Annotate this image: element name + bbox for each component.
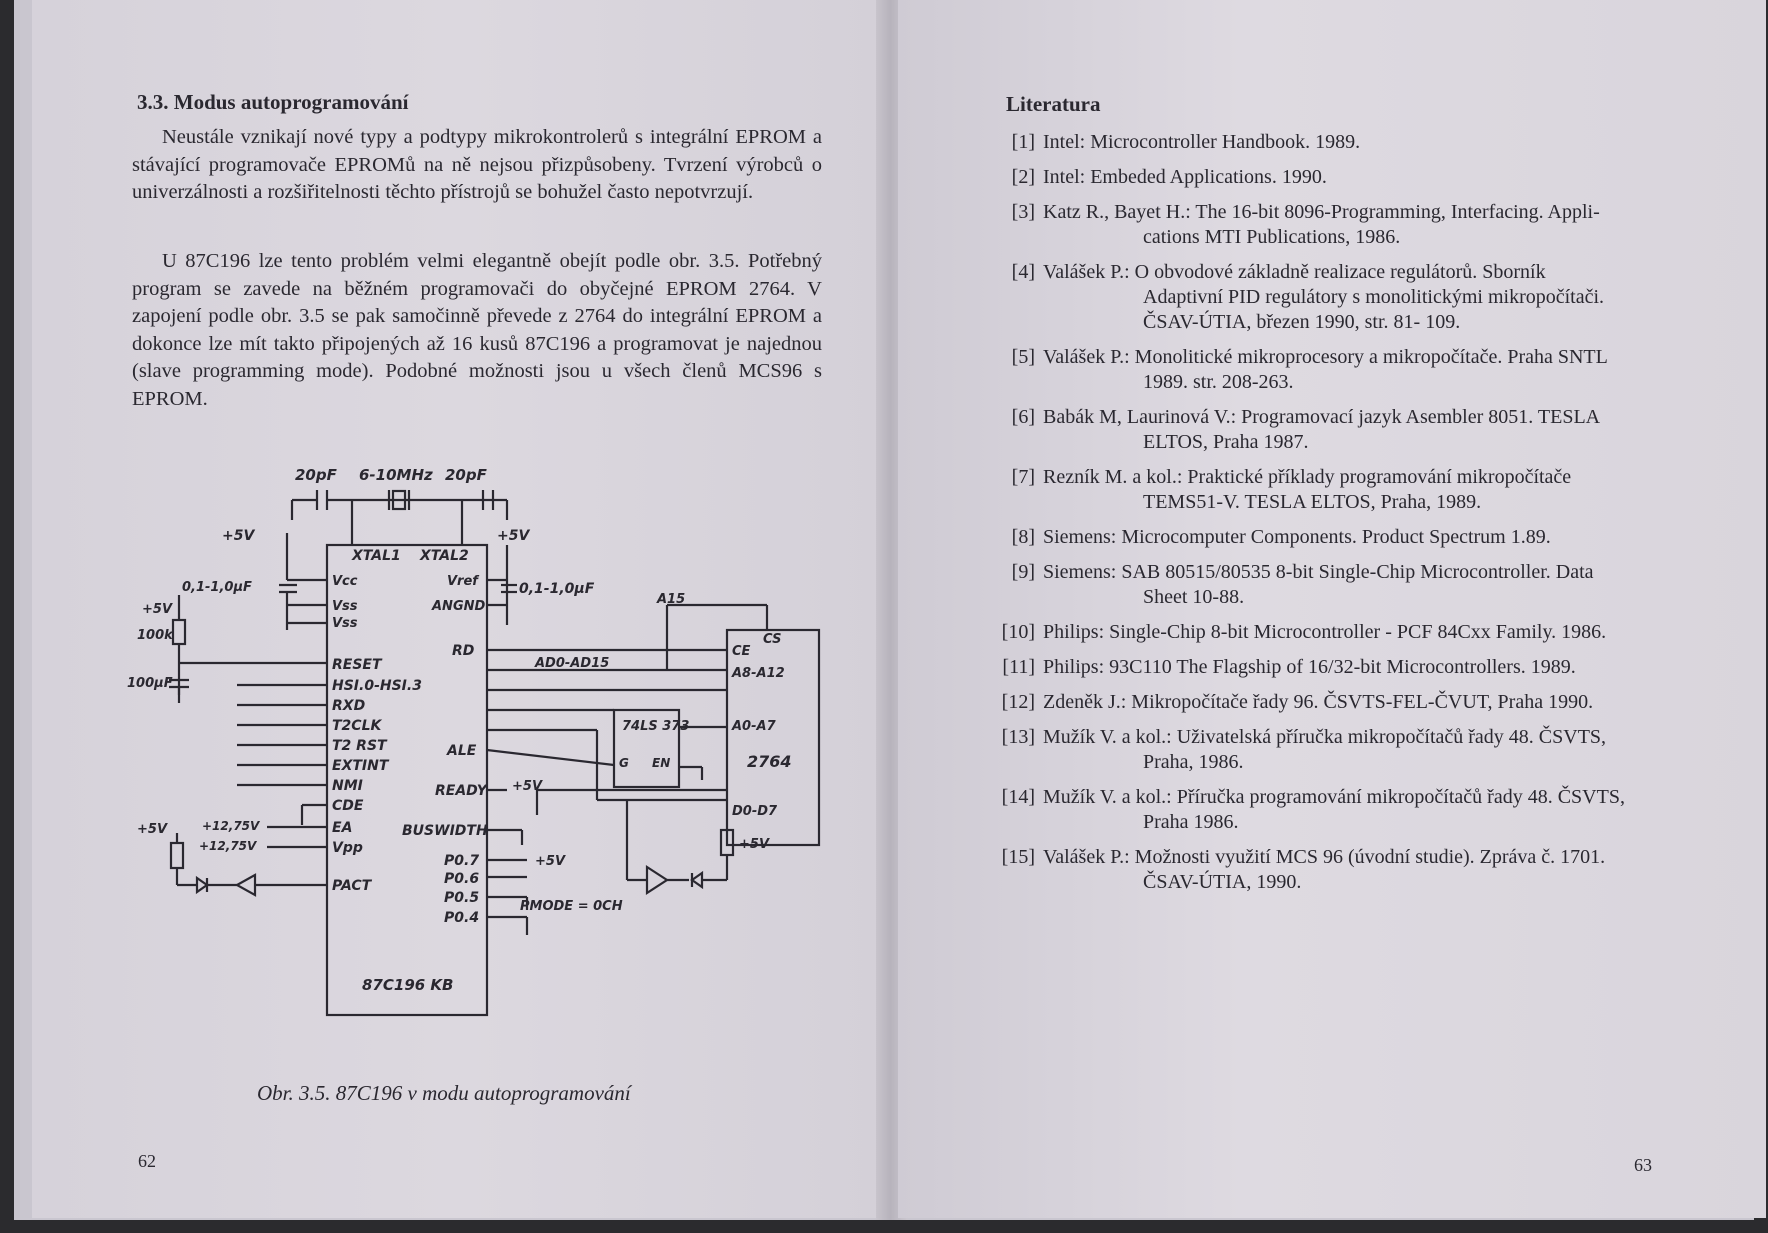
reference-item xyxy=(990,200,1662,250)
reference-item xyxy=(990,690,1662,715)
reference-item xyxy=(990,560,1662,610)
pin-vcc: Vcc xyxy=(332,574,358,589)
section-title: 3.3. Modus autoprogramování xyxy=(137,90,409,114)
reference-item xyxy=(990,725,1662,775)
reference-text: Siemens: SAB 80515/80535 8-bit Single-Chip Microcontroller. Data Sheet 10-88. xyxy=(1043,561,1594,608)
reference-text: Zdeněk J.: Mikropočítače řady 96. ČSVTS-FEL-ČVUT, Praha 1990. xyxy=(1043,691,1594,713)
pin-cde: CDE xyxy=(332,798,364,814)
cap-label-2: 20pF xyxy=(445,466,487,484)
reference-number: [15] xyxy=(1001,846,1035,868)
pin-p04: P0.4 xyxy=(444,910,480,926)
pin-rd: RD xyxy=(452,643,475,659)
pin-hsi: HSI.0-HSI.3 xyxy=(332,678,422,694)
reference-item xyxy=(990,405,1662,455)
circuit-schematic xyxy=(127,455,847,1025)
supply-label-3: +5V xyxy=(142,602,172,617)
reference-item xyxy=(990,525,1662,550)
reference-text: Philips: 93C110 The Flagship of 16/32-bit Microcontrollers. 1989. xyxy=(1043,656,1576,678)
reference-number: [10] xyxy=(1001,621,1035,643)
reference-text: Valášek P.: Monolitické mikroprocesory a mikropočítače. Praha SNTL 1989. str. 208-263. xyxy=(1043,346,1608,393)
pin-vss-1: Vss xyxy=(332,599,358,614)
reference-text: Mužík V. a kol.: Příručka programování mikropočítačů řady 48. ČSVTS, Praha 1986. xyxy=(1043,786,1625,833)
eprom-pin-a8: A8-A12 xyxy=(732,666,785,681)
resistor-label: 100k xyxy=(137,628,173,643)
cap-label-100: 100µF xyxy=(127,676,173,691)
eprom-pin-d0: D0-D7 xyxy=(732,804,778,819)
eprom-name: 2764 xyxy=(747,752,792,771)
pin-extint: EXTINT xyxy=(332,758,389,774)
reference-text: Siemens: Microcomputer Components. Product Spectrum 1.89. xyxy=(1043,526,1551,548)
reference-number: [2] xyxy=(1011,166,1035,188)
supply-label-5: +5V xyxy=(512,779,542,794)
pin-vss-2: Vss xyxy=(332,616,358,631)
reference-text: Valášek P.: O obvodové základně realizace regulátorů. Sborník Adaptivní PID regulátory s monolitickými mikropočítači. ČSAV-ÚTIA, březen 1990, str. 81- 109. xyxy=(1043,261,1605,333)
page-number-left: 62 xyxy=(138,1151,156,1171)
reference-item xyxy=(990,130,1662,155)
schematic-svg xyxy=(127,455,847,1025)
reference-item xyxy=(990,260,1662,335)
reference-text: Babák M, Laurinová V.: Programovací jazyk Asembler 8051. TESLA ELTOS, Praha 1987. xyxy=(1043,406,1601,453)
reference-number: [4] xyxy=(1011,261,1035,283)
right-page xyxy=(898,0,1766,1218)
reference-number: [13] xyxy=(1001,726,1035,748)
pin-nmi: NMI xyxy=(332,778,363,794)
pin-buswidth: BUSWIDTH xyxy=(402,823,488,839)
references-list xyxy=(990,130,1662,905)
reference-number: [3] xyxy=(1011,201,1035,223)
pin-vref: Vref xyxy=(447,574,478,589)
reference-text: Intel: Embeded Applications. 1990. xyxy=(1043,166,1327,188)
open-book xyxy=(14,0,1754,1220)
reference-text: Katz R., Bayet H.: The 16-bit 8096-Programming, Interfacing. Appli- cations MTI Publications, 1986. xyxy=(1043,201,1600,248)
reference-item xyxy=(990,465,1662,515)
pmode-label: PMODE = 0CH xyxy=(520,899,623,914)
reference-text: Mužík V. a kol.: Uživatelská příručka mikropočítačů řady 48. ČSVTS, Praha, 1986. xyxy=(1043,726,1607,773)
reference-number: [8] xyxy=(1011,526,1035,548)
supply-label-2: +5V xyxy=(497,528,530,544)
reference-item xyxy=(990,845,1662,895)
reference-text: Intel: Microcontroller Handbook. 1989. xyxy=(1043,131,1361,153)
cap-label-1: 20pF xyxy=(295,466,337,484)
latch-name: 74LS 373 xyxy=(622,719,690,734)
reference-text: Philips: Single-Chip 8-bit Microcontroller - PCF 84Cxx Family. 1986. xyxy=(1043,621,1607,643)
pin-ready: READY xyxy=(435,783,487,799)
crystal-label: 6-10MHz xyxy=(359,466,433,484)
pin-t2rst: T2 RST xyxy=(332,738,387,754)
supply-label-4: +5V xyxy=(137,822,167,837)
reference-item xyxy=(990,165,1662,190)
reference-number: [11] xyxy=(1002,656,1035,678)
vpp-label-1: +12,75V xyxy=(202,819,260,833)
pin-xtal1: XTAL1 xyxy=(352,548,401,564)
reference-number: [14] xyxy=(1001,786,1035,808)
pin-reset: RESET xyxy=(332,657,382,673)
reference-number: [1] xyxy=(1011,131,1035,153)
page-number-right: 63 xyxy=(1634,1155,1652,1175)
pin-t2clk: T2CLK xyxy=(332,718,382,734)
reference-number: [5] xyxy=(1011,346,1035,368)
bus-label: AD0-AD15 xyxy=(535,656,610,671)
pin-p07: P0.7 xyxy=(444,853,480,869)
reference-item xyxy=(990,785,1662,835)
reference-number: [12] xyxy=(1001,691,1035,713)
left-page xyxy=(32,0,890,1218)
reference-item xyxy=(990,655,1662,680)
reference-text: Valášek P.: Možnosti využití MCS 96 (úvodní studie). Zpráva č. 1701. ČSAV-ÚTIA, 1990. xyxy=(1043,846,1606,893)
latch-pin-en: EN xyxy=(652,756,671,770)
reference-item xyxy=(990,345,1662,395)
a15-label: A15 xyxy=(657,592,686,607)
supply-label-1: +5V xyxy=(222,528,255,544)
paragraph-1: Neustále vznikají nové typy a podtypy mikrokontrolerů s integrální EPROM a stávající programovače EPROMů na ně nejsou přizpůsobeny. Tvrzení výrobců o univerzálnosti a rozšiřitelnosti těchto přístrojů se bohužel často nepotvrzují. xyxy=(132,126,822,203)
reference-item xyxy=(990,620,1662,645)
mcu-name: 87C196 KB xyxy=(362,976,454,994)
pin-vpp: Vpp xyxy=(332,840,363,856)
supply-label-7: +5V xyxy=(739,837,769,852)
eprom-pin-cs: CS xyxy=(763,632,782,647)
pin-ale: ALE xyxy=(447,743,477,759)
pin-angnd: ANGND xyxy=(432,599,486,614)
reference-number: [9] xyxy=(1011,561,1035,583)
references-title: Literatura xyxy=(1006,92,1101,116)
latch-pin-g: G xyxy=(619,756,629,770)
eprom-pin-ce: CE xyxy=(732,644,751,659)
reference-number: [6] xyxy=(1011,406,1035,428)
reference-number: [7] xyxy=(1011,466,1035,488)
cap-label-left: 0,1-1,0µF xyxy=(182,580,252,595)
pin-rxd: RXD xyxy=(332,698,366,714)
pin-pact: PACT xyxy=(332,878,372,894)
paragraph-2: U 87C196 lze tento problém velmi elegantně obejít podle obr. 3.5. Potřebný program se zavede na běžném programovači do obyčejné EPROM 2764. V zapojení podle obr. 3.5 se pak samočinně převede z 2764 do integrální EPROM a dokonce lze mít takto připojených až 16 kusů 87C196 a programovat je najednou (slave programming mode). Podobné možnosti jsou u všech členů MCS96 s EPROM. xyxy=(132,250,822,410)
cap-label-right: 0,1-1,0µF xyxy=(519,581,595,597)
vpp-label-2: +12,75V xyxy=(199,839,257,853)
supply-label-6: +5V xyxy=(535,854,565,869)
figure-caption: Obr. 3.5. 87C196 v modu autoprogramování xyxy=(257,1081,631,1105)
pin-p05: P0.5 xyxy=(444,890,480,906)
pin-xtal2: XTAL2 xyxy=(420,548,469,564)
reference-text: Rezník M. a kol.: Praktické příklady programování mikropočítače TEMS51-V. TESLA ELTOS, Praha, 1989. xyxy=(1043,466,1572,513)
pin-p06: P0.6 xyxy=(444,871,480,887)
pin-ea: EA xyxy=(332,820,353,836)
eprom-pin-a0: A0-A7 xyxy=(732,719,776,734)
